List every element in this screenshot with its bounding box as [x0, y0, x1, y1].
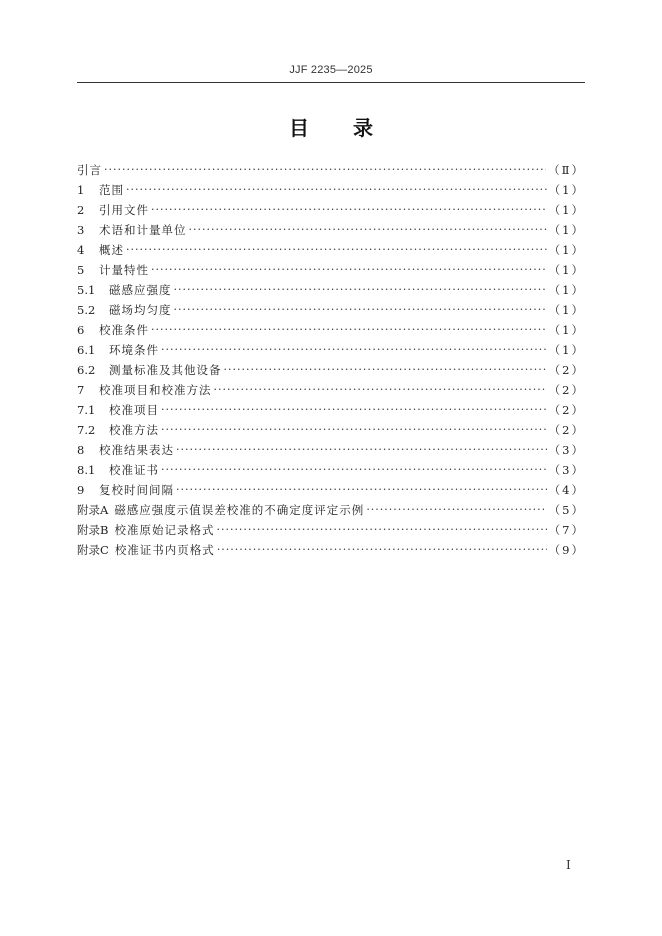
- toc-entry-label: [77, 480, 174, 500]
- toc-entry-number: 附录A: [77, 503, 109, 517]
- toc-entry-page: （2）: [548, 363, 585, 377]
- toc-entry-text: 复校时间间隔: [99, 483, 174, 497]
- toc-leader-dots: [224, 360, 547, 380]
- toc-entry-text: 术语和计量单位: [99, 223, 187, 237]
- toc-entry-label: [77, 420, 159, 440]
- standard-code: JJF 2235—2025: [289, 64, 373, 76]
- toc-entry-label: [77, 260, 149, 280]
- toc-entry-6-2[interactable]: [77, 360, 585, 380]
- toc-entry-text: 磁场均匀度: [109, 303, 172, 317]
- toc-entry-text: 校准项目和校准方法: [99, 383, 212, 397]
- toc-entry-text: 校准结果表达: [99, 443, 174, 457]
- toc-entry-7-1[interactable]: [77, 400, 585, 420]
- toc-entry-page: （Ⅱ）: [548, 163, 585, 177]
- toc-title: [0, 112, 662, 141]
- toc-entry-text: 校准项目: [109, 403, 159, 417]
- toc-entry-6[interactable]: [77, 320, 585, 340]
- toc-entry-text: 校准条件: [99, 323, 149, 337]
- toc-leader-dots: [126, 240, 547, 260]
- toc-entry-number: 5.1: [77, 283, 96, 297]
- header-divider: [77, 82, 585, 83]
- toc-leader-dots: [216, 520, 546, 540]
- toc-entry-page: （2）: [548, 423, 585, 437]
- toc-entry-number: 8.1: [77, 463, 96, 477]
- toc-entry-number: 6: [77, 323, 85, 337]
- toc-entry-appendix-a[interactable]: [77, 500, 585, 520]
- toc-entry-number: 6.2: [77, 363, 96, 377]
- toc-entry-label: [77, 340, 159, 360]
- toc-entry-number: 7.1: [77, 403, 96, 417]
- toc-entry-2[interactable]: [77, 200, 585, 220]
- toc-entry-label: [77, 520, 214, 540]
- toc-entry-number: 2: [77, 203, 85, 217]
- toc-entry-8[interactable]: [77, 440, 585, 460]
- toc-entry-page: （1）: [548, 203, 585, 217]
- toc-entry-1[interactable]: [77, 180, 585, 200]
- toc-entry-7[interactable]: [77, 380, 585, 400]
- toc-entry-appendix-b[interactable]: [77, 520, 585, 540]
- toc-entry-text: 校准原始记录格式: [114, 523, 215, 537]
- toc-entry-label: [77, 360, 222, 380]
- table-of-contents: [77, 160, 585, 560]
- toc-entry-number: 3: [77, 223, 85, 237]
- toc-entry-label: [77, 300, 172, 320]
- toc-entry-page: （5）: [548, 503, 585, 517]
- toc-entry-page: （3）: [548, 463, 585, 477]
- toc-entry-5-1[interactable]: [77, 280, 585, 300]
- toc-entry-label: [77, 500, 364, 520]
- toc-entry-number: 9: [77, 483, 85, 497]
- toc-leader-dots: [176, 440, 547, 460]
- toc-entry-text: 校准证书: [109, 463, 159, 477]
- toc-entry-page: （1）: [548, 183, 585, 197]
- toc-entry-8-1[interactable]: [77, 460, 585, 480]
- toc-leader-dots: [174, 280, 547, 300]
- toc-entry-7-2[interactable]: [77, 420, 585, 440]
- toc-entry-text: 环境条件: [109, 343, 159, 357]
- toc-entry-text: 范围: [99, 183, 124, 197]
- toc-entry-label: [77, 320, 149, 340]
- toc-entry-page: （1）: [548, 343, 585, 357]
- toc-leader-dots: [104, 160, 546, 180]
- toc-entry-number: 8: [77, 443, 85, 457]
- toc-entry-label: [77, 280, 172, 300]
- toc-entry-text: 校准方法: [109, 423, 159, 437]
- toc-entry-label: [77, 200, 149, 220]
- toc-leader-dots: [217, 540, 547, 560]
- toc-leader-dots: [161, 400, 547, 420]
- toc-entry-page: （2）: [548, 403, 585, 417]
- toc-entry-6-1[interactable]: [77, 340, 585, 360]
- toc-leader-dots: [126, 180, 547, 200]
- toc-entry-page: （1）: [548, 223, 585, 237]
- toc-entry-number: 7.2: [77, 423, 96, 437]
- toc-entry-number: 附录C: [77, 543, 109, 557]
- toc-entry-9[interactable]: [77, 480, 585, 500]
- toc-leader-dots: [161, 420, 547, 440]
- toc-leader-dots: [176, 480, 547, 500]
- toc-leader-dots: [189, 220, 547, 240]
- toc-entry-label: [77, 380, 212, 400]
- toc-entry-label: [77, 540, 215, 560]
- toc-entry-page: （9）: [548, 543, 585, 557]
- toc-leader-dots: [151, 200, 547, 220]
- toc-entry-page: （7）: [548, 523, 585, 537]
- toc-entry-text: 引用文件: [99, 203, 149, 217]
- toc-leader-dots: [366, 500, 546, 520]
- toc-entry-number: 附录B: [77, 523, 109, 537]
- toc-entry-text: 磁感应强度示值误差校准的不确定度评定示例: [114, 503, 365, 517]
- toc-entry-label: [77, 240, 124, 260]
- toc-entry-appendix-c[interactable]: [77, 540, 585, 560]
- toc-entry-number: 1: [77, 183, 85, 197]
- toc-entry-label: [77, 400, 159, 420]
- page-number: I: [566, 858, 571, 872]
- toc-entry-number: 6.1: [77, 343, 96, 357]
- toc-entry-page: （1）: [548, 283, 585, 297]
- toc-entry-number: 7: [77, 383, 85, 397]
- toc-title-left: 目: [289, 116, 309, 140]
- toc-entry-number: 5: [77, 263, 85, 277]
- toc-entry-label: [77, 180, 124, 200]
- toc-entry-text: 概述: [99, 243, 124, 257]
- toc-entry-label: [77, 220, 187, 240]
- toc-entry-text: 磁感应强度: [109, 283, 172, 297]
- toc-title-right: 录: [353, 116, 373, 140]
- toc-entry-label: [77, 460, 159, 480]
- toc-entry-number: 5.2: [77, 303, 96, 317]
- toc-entry-page: （1）: [548, 303, 585, 317]
- toc-entry-number: 4: [77, 243, 85, 257]
- toc-leader-dots: [174, 300, 547, 320]
- toc-entry-page: （1）: [548, 323, 585, 337]
- toc-entry-label: 引言: [77, 163, 102, 177]
- toc-entry-3[interactable]: [77, 220, 585, 240]
- toc-entry-4[interactable]: [77, 240, 585, 260]
- toc-entry-text: 测量标准及其他设备: [109, 363, 222, 377]
- toc-entry-page: （1）: [548, 243, 585, 257]
- toc-entry-page: （2）: [548, 383, 585, 397]
- toc-leader-dots: [214, 380, 547, 400]
- toc-entry-page: （3）: [548, 443, 585, 457]
- toc-entry-intro[interactable]: [77, 160, 585, 180]
- toc-leader-dots: [161, 460, 547, 480]
- toc-entry-text: 校准证书内页格式: [114, 543, 215, 557]
- toc-entry-page: （4）: [548, 483, 585, 497]
- toc-leader-dots: [151, 320, 547, 340]
- toc-entry-text: 计量特性: [99, 263, 149, 277]
- toc-entry-5-2[interactable]: [77, 300, 585, 320]
- toc-leader-dots: [161, 340, 547, 360]
- toc-entry-label: [77, 440, 174, 460]
- toc-leader-dots: [151, 260, 547, 280]
- toc-entry-page: （1）: [548, 263, 585, 277]
- toc-entry-5[interactable]: [77, 260, 585, 280]
